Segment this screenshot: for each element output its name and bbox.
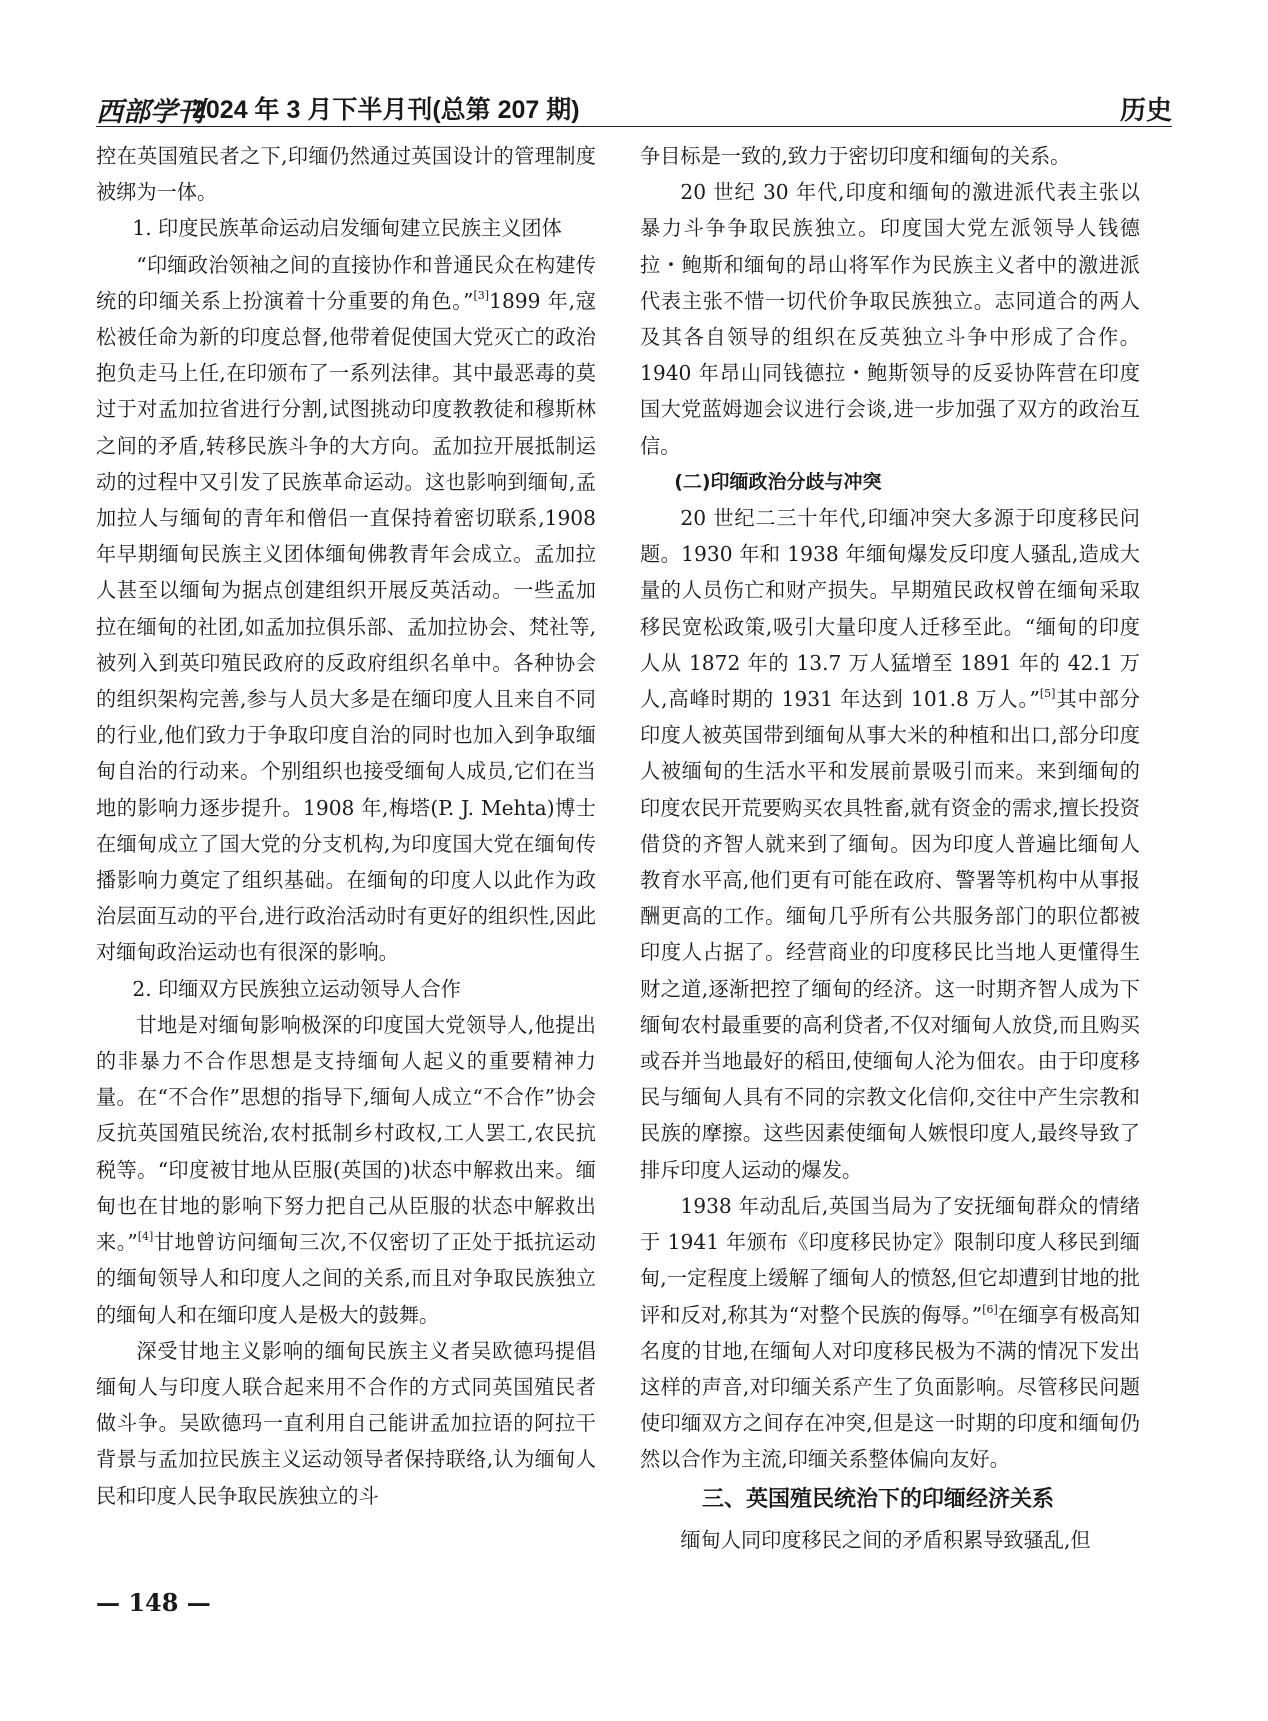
- citation-ref: [3]: [473, 288, 490, 302]
- citation-ref: [6]: [982, 1302, 998, 1316]
- left-column: [96, 138, 596, 1638]
- paragraph: 控在英国殖民者之下,印缅仍然通过英国设计的管理制度被绑为一体。: [96, 144, 596, 205]
- journal-logo: 西部学刊: [96, 97, 204, 128]
- subheading: 1. 印度民族革命运动启发缅甸建立民族主义团体: [132, 216, 562, 241]
- subheading: 2. 印缅双方民族独立运动领导人合作: [132, 976, 461, 1001]
- page-number: — 148 —: [96, 1588, 211, 1617]
- paragraph: 20 世纪 30 年代,印度和缅甸的激进派代表主张以暴力斗争争取民族独立。印度国大党左派领导人钱德拉・鲍斯和缅甸的昂山将军作为民族主义者中的激进派代表主张不惜一切代价争取民族独立。志同道合的两人及其各自领导的组织在反英独立斗争中形成了合作。1940 年昂山同钱德拉・鲍斯领导的反妥协阵营在印度国大党蓝姆迦会议进行会谈,进一步加强了双方的政治互信。: [640, 180, 1140, 458]
- paragraph: “印缅政治领袖之间的直接协作和普通民众在构建传统的印缅关系上扮演着十分重要的角色。”[3]1899 年,寇松被任命为新的印度总督,他带着促使国大党灭亡的政治抱负走马上任,在印颁布了一系列法律。其中最恶毒的莫过于对孟加拉省进行分割,试图挑动印度教教徒和穆斯林之间的矛盾,转移民族斗争的大方向。孟加拉开展抵制运动的过程中又引发了民族革命运动。这也影响到缅甸,孟加拉人与缅甸的青年和僧侣一直保持着密切联系,1908 年早期缅甸民族主义团体缅甸佛教青年会成立。孟加拉人甚至以缅甸为据点创建组织开展反英活动。一些孟加拉在缅甸的社团,如孟加拉俱乐部、孟加拉协会、梵社等,被列入到英印殖民政府的反政府组织名单中。各种协会的组织架构完善,参与人员大多是在缅印度人且来自不同的行业,他们致力于争取印度自治的同时也加入到争取缅甸自治的行动来。个别组织也接受缅甸人成员,它们在当地的影响力逐步提升。1908 年,梅塔(P. J. Mehta)博士在缅甸成立了国大党的分支机构,为印度国大党在缅甸传播影响力奠定了组织基础。在缅甸的印度人以此作为政治层面互动的平台,进行政治活动时有更好的组织性,因此对缅甸政治运动也有很深的影响。: [96, 252, 596, 965]
- header-rule: [96, 126, 1172, 127]
- paragraph: 深受甘地主义影响的缅甸民族主义者吴欧德玛提倡缅甸人与印度人联合起来用不合作的方式同英国殖民者做斗争。吴欧德玛一直利用自己能讲孟加拉语的阿拉干背景与孟加拉民族主义运动领导者保持联络,认为缅甸人民和印度人民争取民族独立的斗: [96, 1338, 596, 1508]
- issue-info: 2024 年 3 月下半月刊(总第 207 期): [192, 96, 580, 124]
- citation-ref: [5]: [1039, 687, 1056, 701]
- section-heading: (二)印缅政治分歧与冲突: [674, 470, 882, 493]
- right-column: [640, 138, 1140, 1638]
- paragraph: 20 世纪二三十年代,印缅冲突大多源于印度移民问题。1930 年和 1938 年缅甸爆发反印度人骚乱,造成大量的人员伤亡和财产损失。早期殖民政权曾在缅甸采取移民宽松政策,吸引大量印度人迁移至此。“缅甸的印度人从 1872 年的 13.7 万人猛增至 1891 年的 42.1 万人,高峰时期的 1931 年达到 101.8 万人。”[5]其中部分印度人被英国带到缅甸从事大米的种植和出口,部分印度人被缅甸的生活水平和发展前景吸引而来。来到缅甸的印度农民开荒要购买农具牲畜,就有资金的需求,擅长投资借贷的齐智人就来到了缅甸。因为印度人普遍比缅甸人教育水平高,他们更有可能在政府、警署等机构中从事报酬更高的工作。缅甸几乎所有公共服务部门的职位都被印度人占据了。经营商业的印度移民比当地人更懂得生财之道,逐渐把控了缅甸的经济。这一时期齐智人成为下缅甸农村最重要的高利贷者,不仅对缅甸人放贷,而且购买或吞并当地最好的稻田,使缅甸人沦为佃农。由于印度移民与缅甸人具有不同的宗教文化信仰,交往中产生宗教和民族的摩擦。这些因素使缅甸人嫉恨印度人,最终导致了排斥印度人运动的爆发。: [640, 506, 1140, 1182]
- paragraph: 缅甸人同印度移民之间的矛盾积累导致骚乱,但: [680, 1527, 1091, 1552]
- chapter-heading: 三、英国殖民统治下的印缅经济关系: [702, 1486, 1055, 1512]
- paragraph: 争目标是一致的,致力于密切印度和缅甸的关系。: [640, 144, 1071, 168]
- running-header: [96, 88, 1172, 128]
- citation-ref: [4]: [137, 1230, 154, 1244]
- paragraph: 1938 年动乱后,英国当局为了安抚缅甸群众的情绪于 1941 年颁布《印度移民协定》限制印度人移民到缅甸,一定程度上缓解了缅甸人的愤怒,但它却遭到甘地的批评和反对,称其为“对整个民族的侮辱。”[6]在缅享有极高知名度的甘地,在缅甸人对印度移民极为不满的情况下发出这样的声音,对印缅关系产生了负面影响。尽管移民问题使印缅双方之间存在冲突,但是这一时期的印度和缅甸仍然以合作为主流,印缅关系整体偏向友好。: [640, 1193, 1140, 1472]
- paragraph: 甘地是对缅甸影响极深的印度国大党领导人,他提出的非暴力不合作思想是支持缅甸人起义的重要精神力量。在“不合作”思想的指导下,缅甸人成立“不合作”协会反抗英国殖民统治,农村抵制乡村政权,工人罢工,农民抗税等。“印度被甘地从臣服(英国的)状态中解救出来。缅甸也在甘地的影响下努力把自己从臣服的状态中解救出来。”[4]甘地曾访问缅甸三次,不仅密切了正处于抵抗运动的缅甸领导人和印度人之间的关系,而且对争取民族独立的缅甸人和在缅印度人是极大的鼓舞。: [96, 1012, 596, 1327]
- section-label: 历史: [1119, 96, 1172, 126]
